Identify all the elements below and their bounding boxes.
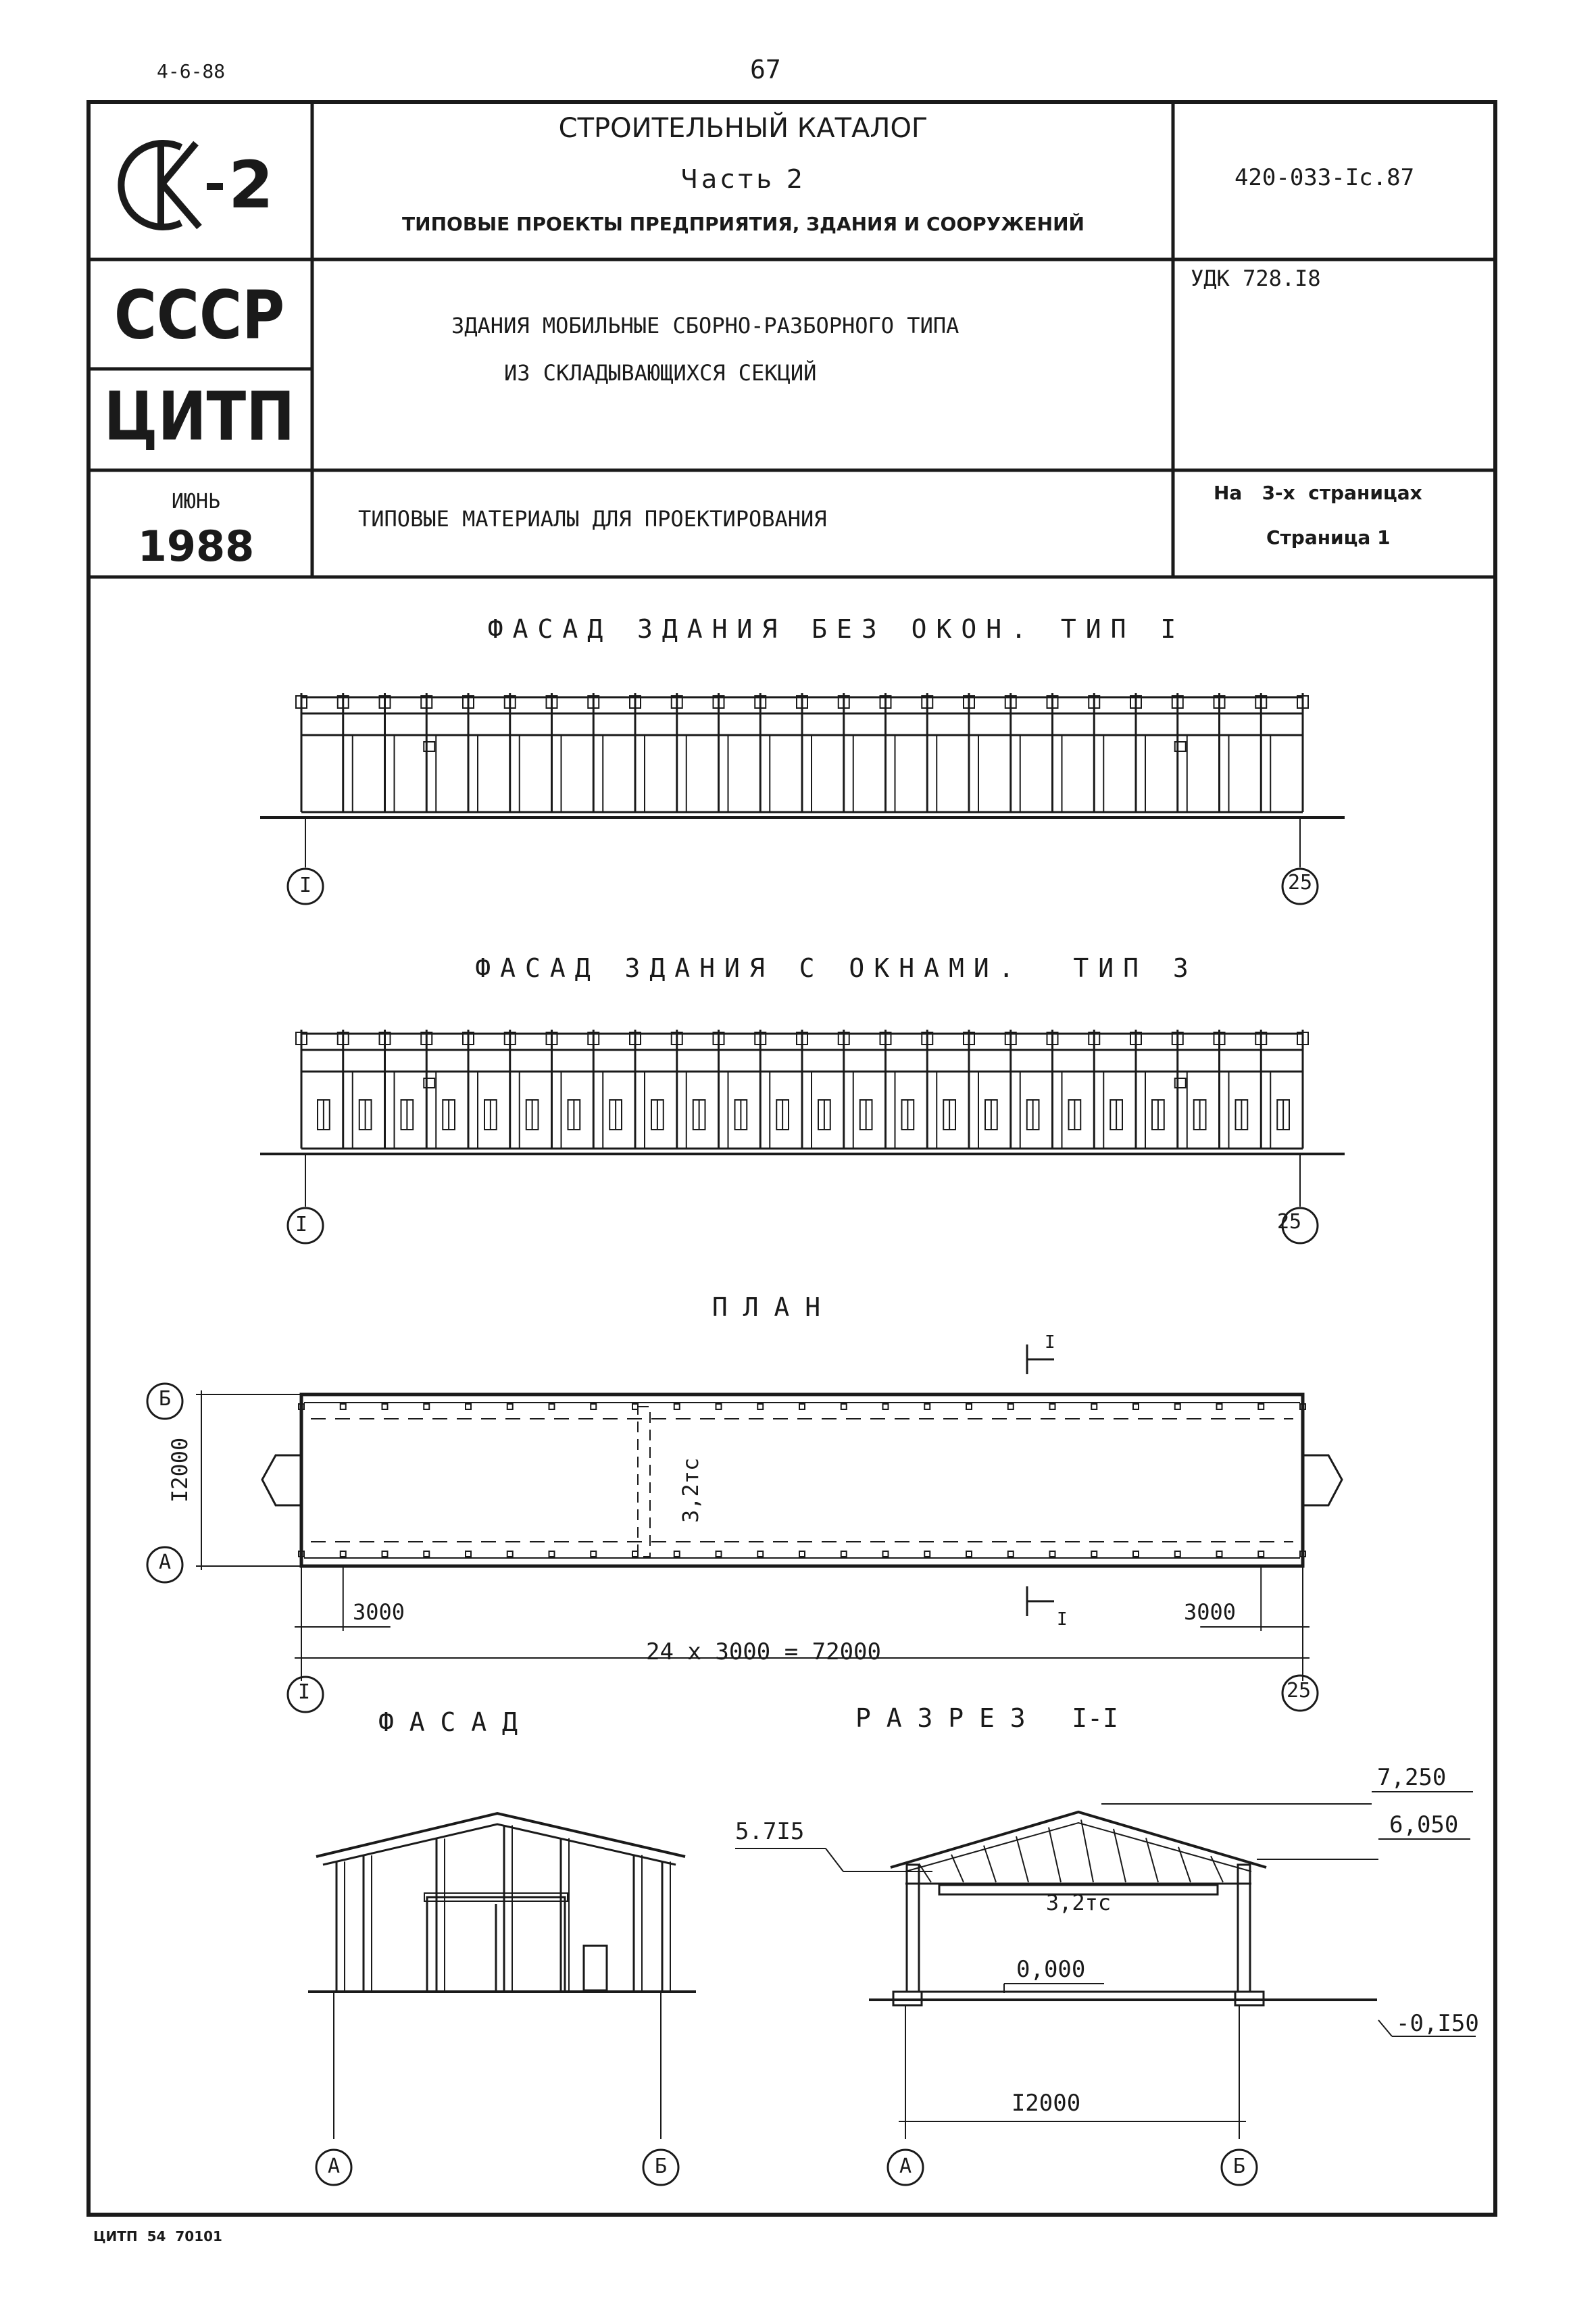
- bay-dim-left: 3000: [353, 1599, 405, 1625]
- plan-column: [466, 1551, 471, 1557]
- plan-column: [341, 1551, 346, 1557]
- section-cut-top: I: [1045, 1332, 1055, 1353]
- plan-column: [424, 1551, 429, 1557]
- plan-column: [591, 1551, 596, 1557]
- catalog-title: СТРОИТЕЛЬНЫЙ КАТАЛОГ: [558, 113, 928, 144]
- plan-column: [841, 1551, 847, 1557]
- materials-label: ТИПОВЫЕ МАТЕРИАЛЫ ДЛЯ ПРОЕКТИРОВАНИЯ: [358, 506, 827, 532]
- truss-web: [1114, 1829, 1126, 1882]
- pages-count: На 3-х страницах: [1214, 482, 1422, 504]
- plan-column: [549, 1551, 555, 1557]
- truss-web: [1016, 1836, 1028, 1882]
- axis-b-label-plan: Б: [158, 1387, 172, 1411]
- plan-column: [924, 1404, 930, 1409]
- facade3-title: ФАСАД ЗДАНИЯ С ОКНАМИ. ТИП 3: [475, 953, 1198, 983]
- plan-column: [966, 1404, 972, 1409]
- side-door: [584, 1946, 607, 1990]
- country-label: СССР: [114, 276, 285, 355]
- plan-column: [883, 1404, 889, 1409]
- month-label: ИЮНЬ: [171, 490, 221, 513]
- plan-column: [591, 1404, 596, 1409]
- elev-leader: [1378, 2020, 1392, 2036]
- plan-column: [382, 1404, 388, 1409]
- footer-stamp: ЦИТП 54 70101: [93, 2228, 222, 2244]
- facade-title: Ф А С А Д: [378, 1707, 518, 1737]
- vent: [424, 742, 434, 751]
- plan-column: [799, 1551, 805, 1557]
- sheet-code: 4-6-88: [157, 60, 226, 82]
- section-drawing: [735, 1792, 1476, 2185]
- plan-column: [1050, 1551, 1055, 1557]
- axis-1-label-plan: I: [297, 1680, 311, 1704]
- truss-web: [984, 1846, 996, 1882]
- plan-width-dim: I2000: [167, 1437, 193, 1503]
- plan-column: [966, 1551, 972, 1557]
- plan-column: [1133, 1551, 1139, 1557]
- doc-code: 420-033-Iс.87: [1234, 164, 1415, 191]
- facade1-title: ФАСАД ЗДАНИЯ БЕЗ ОКОН. ТИП I: [487, 614, 1186, 644]
- section-title: Р А З Р Е З I-I: [855, 1703, 1118, 1733]
- plan-column: [1175, 1404, 1180, 1409]
- plan-column: [466, 1404, 471, 1409]
- gable-roof-inner: [323, 1824, 676, 1865]
- axis-b-label-facade: Б: [654, 2155, 668, 2178]
- plan-column: [716, 1404, 722, 1409]
- axis-a-label-plan: А: [158, 1551, 172, 1574]
- vent: [1175, 742, 1186, 751]
- plan-column: [1008, 1404, 1014, 1409]
- elev-leader: [826, 1848, 843, 1871]
- section-cut-bottom: I: [1057, 1609, 1068, 1630]
- plan-column: [507, 1551, 513, 1557]
- end-facade-drawing: [308, 1813, 696, 2185]
- crane-label-section: 3,2тс: [1045, 1890, 1112, 1915]
- elev-ground: -0,I50: [1396, 2010, 1479, 2037]
- plan-column: [1008, 1551, 1014, 1557]
- plan-outline: [301, 1394, 1303, 1566]
- gable-roof: [316, 1813, 685, 1857]
- elev-ridge: 7,250: [1377, 1764, 1447, 1791]
- axis-25-label-f3: 25: [1276, 1210, 1302, 1234]
- year-label: 1988: [137, 522, 255, 571]
- section-span-dim: I2000: [1011, 2090, 1081, 2117]
- plan-column: [382, 1551, 388, 1557]
- gate-right: [1303, 1455, 1342, 1505]
- plan-column: [507, 1404, 513, 1409]
- plan-column: [632, 1404, 638, 1409]
- plan-column: [1091, 1404, 1097, 1409]
- plan-column: [632, 1551, 638, 1557]
- plan-title: П Л А Н: [712, 1292, 821, 1322]
- plan-column: [883, 1551, 889, 1557]
- plan-column: [1133, 1404, 1139, 1409]
- truss-web: [1211, 1856, 1223, 1882]
- truss-web: [951, 1855, 964, 1882]
- udk-code: УДК 728.I8: [1191, 266, 1321, 291]
- plan-column: [757, 1551, 763, 1557]
- facade-type1-drawing: [260, 693, 1345, 904]
- plan-column: [1175, 1551, 1180, 1557]
- vent: [424, 1078, 434, 1088]
- plan-column: [716, 1551, 722, 1557]
- total-length-dim: 24 x 3000 = 72000: [646, 1638, 881, 1665]
- gate-left: [262, 1455, 301, 1505]
- truss-web: [1049, 1828, 1061, 1882]
- axis-1-label-f3: I: [295, 1213, 308, 1236]
- plan-column: [1217, 1551, 1222, 1557]
- axis-1-label-f1: I: [299, 874, 312, 897]
- elev-eaves: 6,050: [1389, 1811, 1459, 1838]
- axis-25-label-plan: 25: [1286, 1679, 1312, 1703]
- plan-column: [1258, 1551, 1264, 1557]
- plan-column: [841, 1404, 847, 1409]
- elev-floor: 0,000: [1016, 1956, 1086, 1983]
- bay-dim-right: 3000: [1184, 1599, 1237, 1625]
- plan-column: [424, 1404, 429, 1409]
- plan-column: [799, 1404, 805, 1409]
- elev-crane: 5.7I5: [735, 1818, 805, 1845]
- crane-label-plan: 3,2тс: [678, 1457, 703, 1523]
- truss-web: [1081, 1819, 1093, 1882]
- page-label: Страница 1: [1266, 526, 1391, 549]
- plan-column: [1217, 1404, 1222, 1409]
- plan-column: [757, 1404, 763, 1409]
- vent: [1175, 1078, 1186, 1088]
- page-number: 67: [750, 55, 781, 84]
- project-title-line2: ИЗ СКЛАДЫВАЮЩИХСЯ СЕКЦИЙ: [504, 360, 817, 386]
- facade-type3-drawing: [260, 1030, 1345, 1243]
- plan-column: [1050, 1404, 1055, 1409]
- axis-a-label-facade: А: [327, 2155, 341, 2178]
- plan-column: [674, 1404, 680, 1409]
- plan-column: [549, 1404, 555, 1409]
- plan-column: [924, 1551, 930, 1557]
- axis-a-label-section: А: [899, 2155, 912, 2178]
- org-label: ЦИТП: [103, 378, 295, 456]
- crane-bridge: [638, 1407, 650, 1557]
- crane-track: [311, 1419, 1293, 1542]
- logo-text: 2: [228, 147, 274, 223]
- axis-b-label-section: Б: [1232, 2155, 1246, 2178]
- axis-25-label-f1: 25: [1287, 871, 1313, 895]
- plan-column: [1091, 1551, 1097, 1557]
- plan-column: [341, 1404, 346, 1409]
- plan-column: [1258, 1404, 1264, 1409]
- catalog-subtitle: ТИПОВЫЕ ПРОЕКТЫ ПРЕДПРИЯТИЯ, ЗДАНИЯ И СООРУЖЕНИЙ: [402, 213, 1084, 235]
- plan-column: [674, 1551, 680, 1557]
- catalog-part: Часть 2: [680, 164, 807, 194]
- project-title-line1: ЗДАНИЯ МОБИЛЬНЫЕ СБОРНО-РАЗБОРНОГО ТИПА: [451, 313, 959, 338]
